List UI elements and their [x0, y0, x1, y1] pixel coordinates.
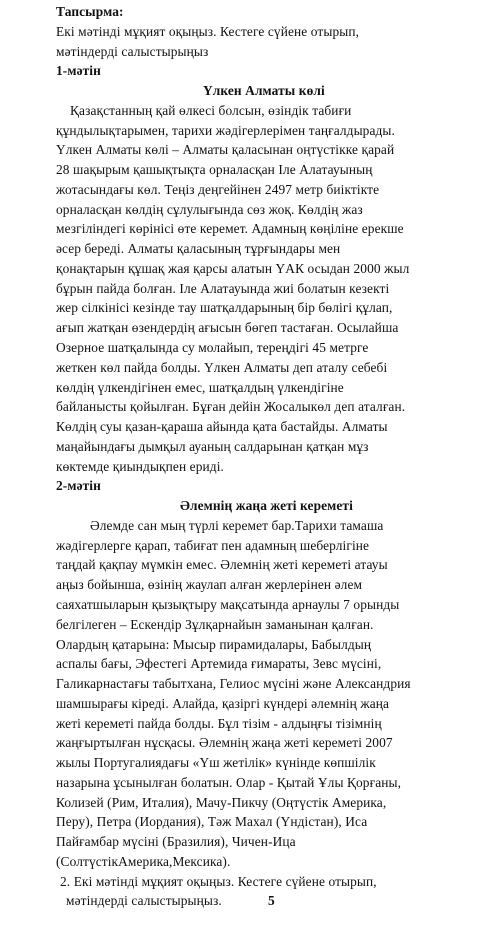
text1-line: көктемде қиындықпен ериді.: [56, 459, 224, 474]
text2-line: белгілеген – Ескендір Зұлқарнайын заманынан қалған.: [56, 617, 374, 632]
text1-line: Озерное шатқалында су молайып, тереңдігі 45 метрге: [56, 340, 369, 355]
text2-line: жеті кереметі пайда болды. Бұл тізім - алдыңғы тізімнің: [56, 716, 382, 731]
text1-line: Қазақстанның қай өлкесі болсын, өзіндік табиғи: [70, 103, 352, 118]
footer-task-line-2: мәтіндерді салыстырыңыз.: [66, 893, 222, 908]
text2-line: жәдігерлерге қарап, табиғат пен адамның шеберлігіне: [56, 538, 370, 553]
text1-line: бұрын пайда болған. Іле Алатауында жиі болатын кезекті: [56, 281, 390, 296]
task-heading: Тапсырма:: [56, 4, 124, 19]
text1-line: 28 шақырым қашықтықта орналасқан Іле Алатауының: [56, 162, 373, 177]
text2-line: таңдай қақпау мүмкін емес. Әлемнің жеті кереметі атауы: [56, 557, 388, 572]
text2-line: саяхатшыларын қызықтыру мақсатында арнаулы 7 орынды: [56, 597, 400, 612]
text1-line: байланысты қойылған. Бұған дейін Жосалыкөл деп аталған.: [56, 399, 406, 414]
text2-line: жаңғыртылған нұсқасы. Әлемнің жаңа жеті кереметі 2007: [56, 735, 393, 750]
text1-line: әсер береді. Алматы қаласының тұрғындары мен: [56, 241, 341, 256]
task-instruction-line-2: мәтіндерді салыстырыңыз: [56, 44, 209, 59]
text1-line: көлдің үлкендігінен емес, шатқалдың үлкендігіне: [56, 380, 344, 395]
text1-line: құндылықтарымен, тарихи жәдігерлерімен таңғалдырады.: [56, 123, 395, 138]
text2-label: 2-мәтін: [56, 478, 101, 493]
text1-line: Үлкен Алматы көлі – Алматы қаласынан оңтүстікке қарай: [56, 142, 395, 157]
footer-score: 5: [268, 893, 275, 908]
text1-line: қонақтарын құшақ жая қарсы алатын ҮАК осыдан 2000 жыл: [56, 261, 410, 276]
text2-line: жылы Португалиядағы «Үш жетілік» күнінде көпшілік: [56, 755, 376, 770]
task-instruction-line-1: Екі мәтінді мұқият оқыңыз. Кестеге сүйене отырып,: [56, 24, 360, 39]
text2-line: Олардың қатарына: Мысыр пирамидалары, Бабылдың: [56, 637, 372, 652]
text1-title: Үлкен Алматы көлі: [203, 83, 325, 98]
text2-line: (СолтүстікАмерика,Мексика).: [56, 854, 231, 869]
text1-line: мезгіліндегі көрінісі өте керемет. Адамның көңіліне ерекше: [56, 221, 404, 236]
text2-title: Әлемнің жаңа жеті кереметі: [180, 498, 353, 513]
text2-line: Колизей (Рим, Италия), Мачу-Пикчу (Оңтүстік Америка,: [56, 795, 387, 810]
text1-label: 1-мәтін: [56, 63, 101, 78]
text2-line: Пайғамбар мүсіні (Бразилия), Чичен-Ица: [56, 834, 296, 849]
text2-line: назарына ұсынылған болатын. Олар - Қытай Ұлы Қорғаны,: [56, 775, 402, 790]
text1-line: маңайындағы дымқыл ауаның салдарынан қатқан мұз: [56, 439, 369, 454]
text1-line: жотасындағы көл. Теңіз деңгейінен 2497 метр биіктікте: [56, 182, 380, 197]
text2-line: Әлемде сан мың түрлі керемет бар.Тарихи тамаша: [90, 518, 384, 533]
text2-line: аңыз бойынша, өзінің жаулап алған жерлерінен әлем: [56, 577, 363, 592]
text1-line: жеткен көл пайда болды. Үлкен Алматы деп аталу себебі: [56, 360, 388, 375]
text2-line: Перу), Петра (Иордания), Тәж Махал (Үндістан), Иса: [56, 814, 368, 829]
text2-line: шамшырағы кіреді. Алайда, қазіргі күндері әлемнің жаңа: [56, 696, 390, 711]
text1-line: орналасқан көлдің сұлулығында сөз жоқ. Көлдің жаз: [56, 202, 363, 217]
text2-line: аспалы бағы, Эфестегі Артемида ғимараты, Зевс мүсіні,: [56, 656, 382, 671]
footer-task-line-1: 2. Екі мәтінді мұқият оқыңыз. Кестеге сүйене отырып,: [60, 874, 377, 889]
text1-line: ағып жатқан өзендердің ағысын бөгеп тастаған. Осылайша: [56, 320, 399, 335]
text1-line: жер сілкінісі кезінде тау шатқалдарының бір бөлігі құлап,: [56, 300, 393, 315]
text1-line: Көлдің суы қазан-қараша айында қата бастайды. Алматы: [56, 419, 388, 434]
text2-line: Галикарнастағы табытхана, Гелиос мүсіні және Александрия: [56, 676, 411, 691]
